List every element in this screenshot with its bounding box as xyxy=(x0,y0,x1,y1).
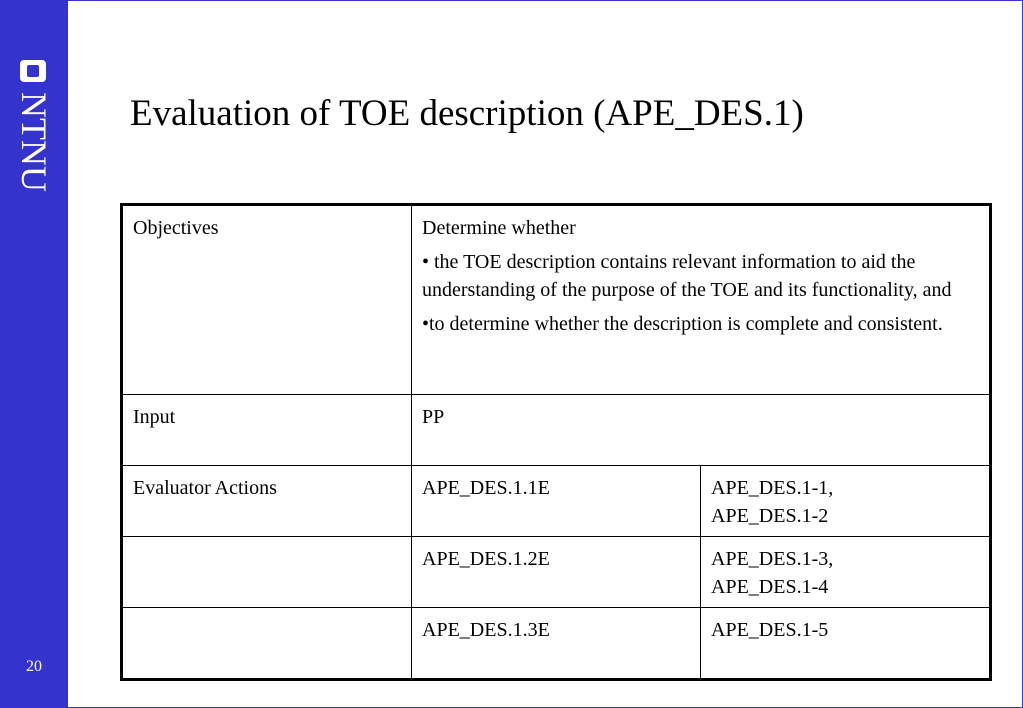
objectives-line: Determine whether xyxy=(422,217,576,239)
table-row xyxy=(122,608,991,680)
page-number: 20 xyxy=(26,658,42,675)
work-units xyxy=(701,537,991,608)
work-unit: APE_DES.1-5 xyxy=(711,619,829,641)
objectives-line: •to determine whether the description is complete and consistent. xyxy=(422,313,943,335)
table-row xyxy=(122,205,991,395)
empty-cell xyxy=(122,608,412,680)
table-row xyxy=(122,395,991,466)
ntnu-logo-icon xyxy=(20,60,46,82)
objectives-label: Objectives xyxy=(122,205,412,395)
table-row xyxy=(122,466,991,537)
action-element: APE_DES.1.3E xyxy=(412,608,701,680)
work-unit: APE_DES.1-1, xyxy=(711,477,834,499)
work-unit: APE_DES.1-3, xyxy=(711,548,834,570)
table-row xyxy=(122,537,991,608)
input-value: PP xyxy=(412,395,991,466)
work-unit: APE_DES.1-4 xyxy=(711,576,829,598)
action-element: APE_DES.1.1E xyxy=(412,466,701,537)
logo-text: NTNU xyxy=(14,92,54,192)
objectives-line: • the TOE description contains relevant information to aid the understanding of the purpose of the TOE and its functionality, and xyxy=(422,251,952,301)
input-label: Input xyxy=(122,395,412,466)
empty-cell xyxy=(122,537,412,608)
sidebar xyxy=(0,0,68,708)
work-unit: APE_DES.1-2 xyxy=(711,505,829,527)
objectives-content xyxy=(412,205,991,395)
page-title: Evaluation of TOE description (APE_DES.1) xyxy=(130,93,804,134)
action-element: APE_DES.1.2E xyxy=(412,537,701,608)
evaluation-table xyxy=(120,203,992,681)
work-units xyxy=(701,608,991,680)
work-units xyxy=(701,466,991,537)
evaluator-actions-label: Evaluator Actions xyxy=(122,466,412,537)
